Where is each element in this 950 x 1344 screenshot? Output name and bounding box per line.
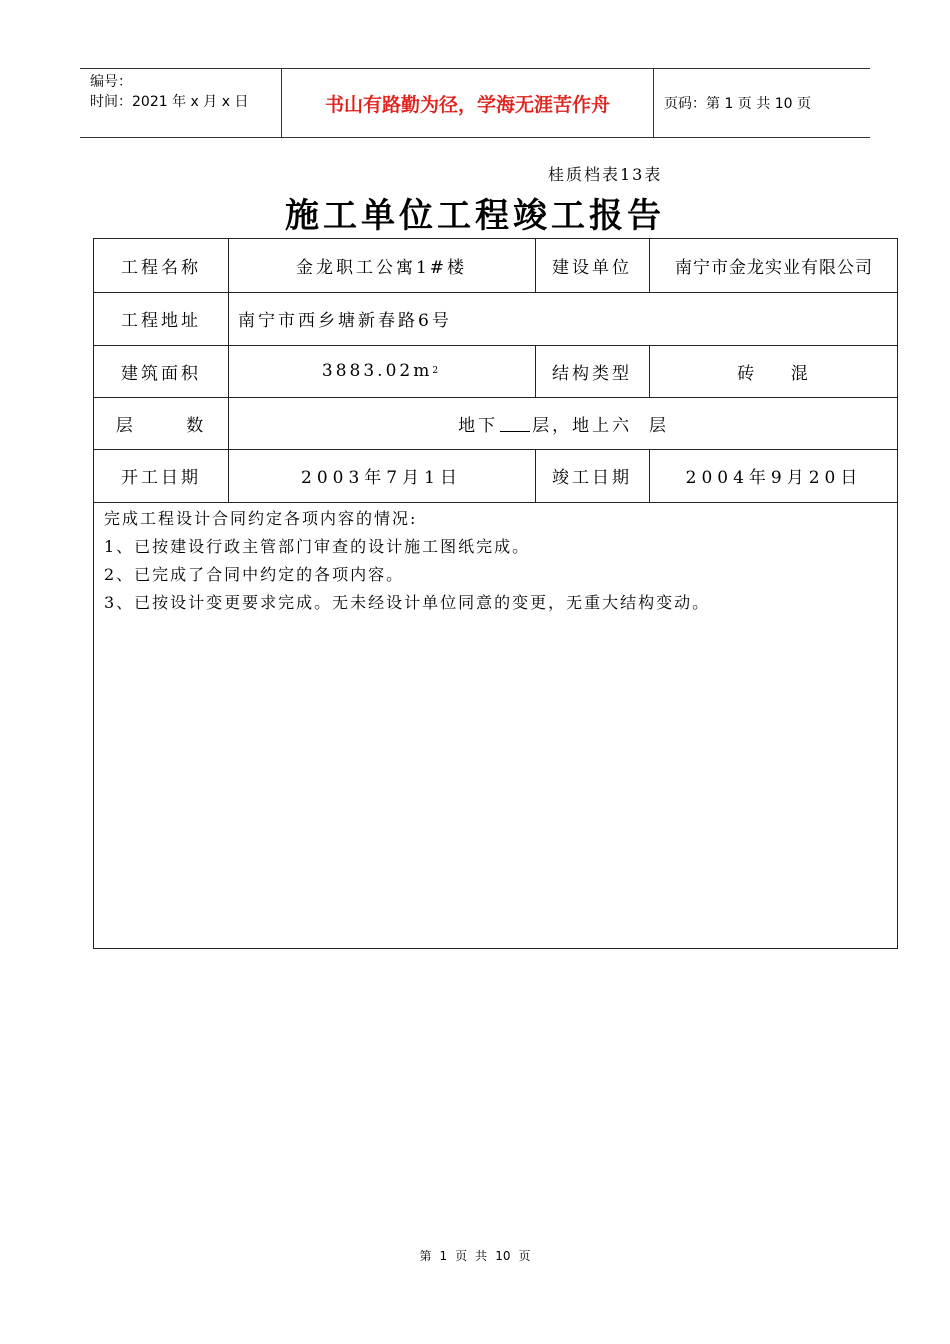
footer-total-pages: 10 [495, 1249, 511, 1263]
footer-page-word: 页 [455, 1249, 468, 1263]
floors-label: 层 数 [115, 415, 207, 436]
area-unit-sup: 2 [432, 366, 442, 376]
footer-prefix: 第 [419, 1249, 432, 1263]
page-footer [0, 1247, 950, 1264]
footer-page-number: 1 [439, 1249, 448, 1263]
structure-label: 结构类型 [552, 363, 632, 384]
footer-total-word: 页 [518, 1249, 531, 1263]
structure-value: 砖 混 [737, 363, 811, 384]
end-date-value: 2004年9月20日 [685, 468, 863, 488]
project-name-label: 工程名称 [121, 258, 201, 278]
motto: 书山有路勤为径，学海无涯苦作舟 [281, 69, 654, 137]
notes-heading: 完成工程设计合同约定各项内容的情况: [104, 509, 418, 528]
area-value: 3883.02m [321, 361, 433, 381]
page-info: 页码：第 1 页 共 10 页 [664, 96, 811, 112]
floors-value [228, 397, 899, 449]
number-label: 编号： [90, 74, 132, 90]
completion-notes [104, 505, 710, 617]
project-name-value: 金龙职工公寓1#楼 [295, 258, 468, 278]
notes-item: 2、已完成了合同中约定的各项内容。 [104, 565, 405, 584]
end-date-label: 竣工日期 [552, 468, 632, 488]
floors-above-label: 层，地上六 层 [532, 415, 669, 436]
report-table [93, 238, 898, 949]
footer-total-prefix: 共 [475, 1249, 488, 1263]
start-date-value: 2003年7月1日 [301, 468, 462, 488]
header-meta [80, 69, 281, 137]
area-label: 建筑面积 [121, 363, 201, 384]
notes-item: 1、已按建设行政主管部门审查的设计施工图纸完成。 [104, 537, 531, 556]
start-date-label: 开工日期 [121, 468, 201, 488]
notes-item: 3、已按设计变更要求完成。无未经设计单位同意的变更，无重大结构变动。 [104, 593, 711, 612]
builder-value: 南宁市金龙实业有限公司 [675, 258, 873, 278]
floors-blank [500, 415, 530, 432]
form-id: 桂质档表13表 [548, 165, 663, 184]
area-cell [228, 345, 535, 397]
address-label: 工程地址 [121, 311, 201, 331]
row-divider [94, 502, 897, 503]
time-label: 时间：2021 年 x 月 x 日 [90, 94, 249, 110]
floors-below-label: 地下 [458, 415, 499, 436]
builder-label: 建设单位 [552, 258, 632, 278]
document-header [80, 68, 870, 138]
page-title: 施工单位工程竣工报告 [285, 196, 665, 236]
address-value: 南宁市西乡塘新春路6号 [238, 311, 452, 331]
